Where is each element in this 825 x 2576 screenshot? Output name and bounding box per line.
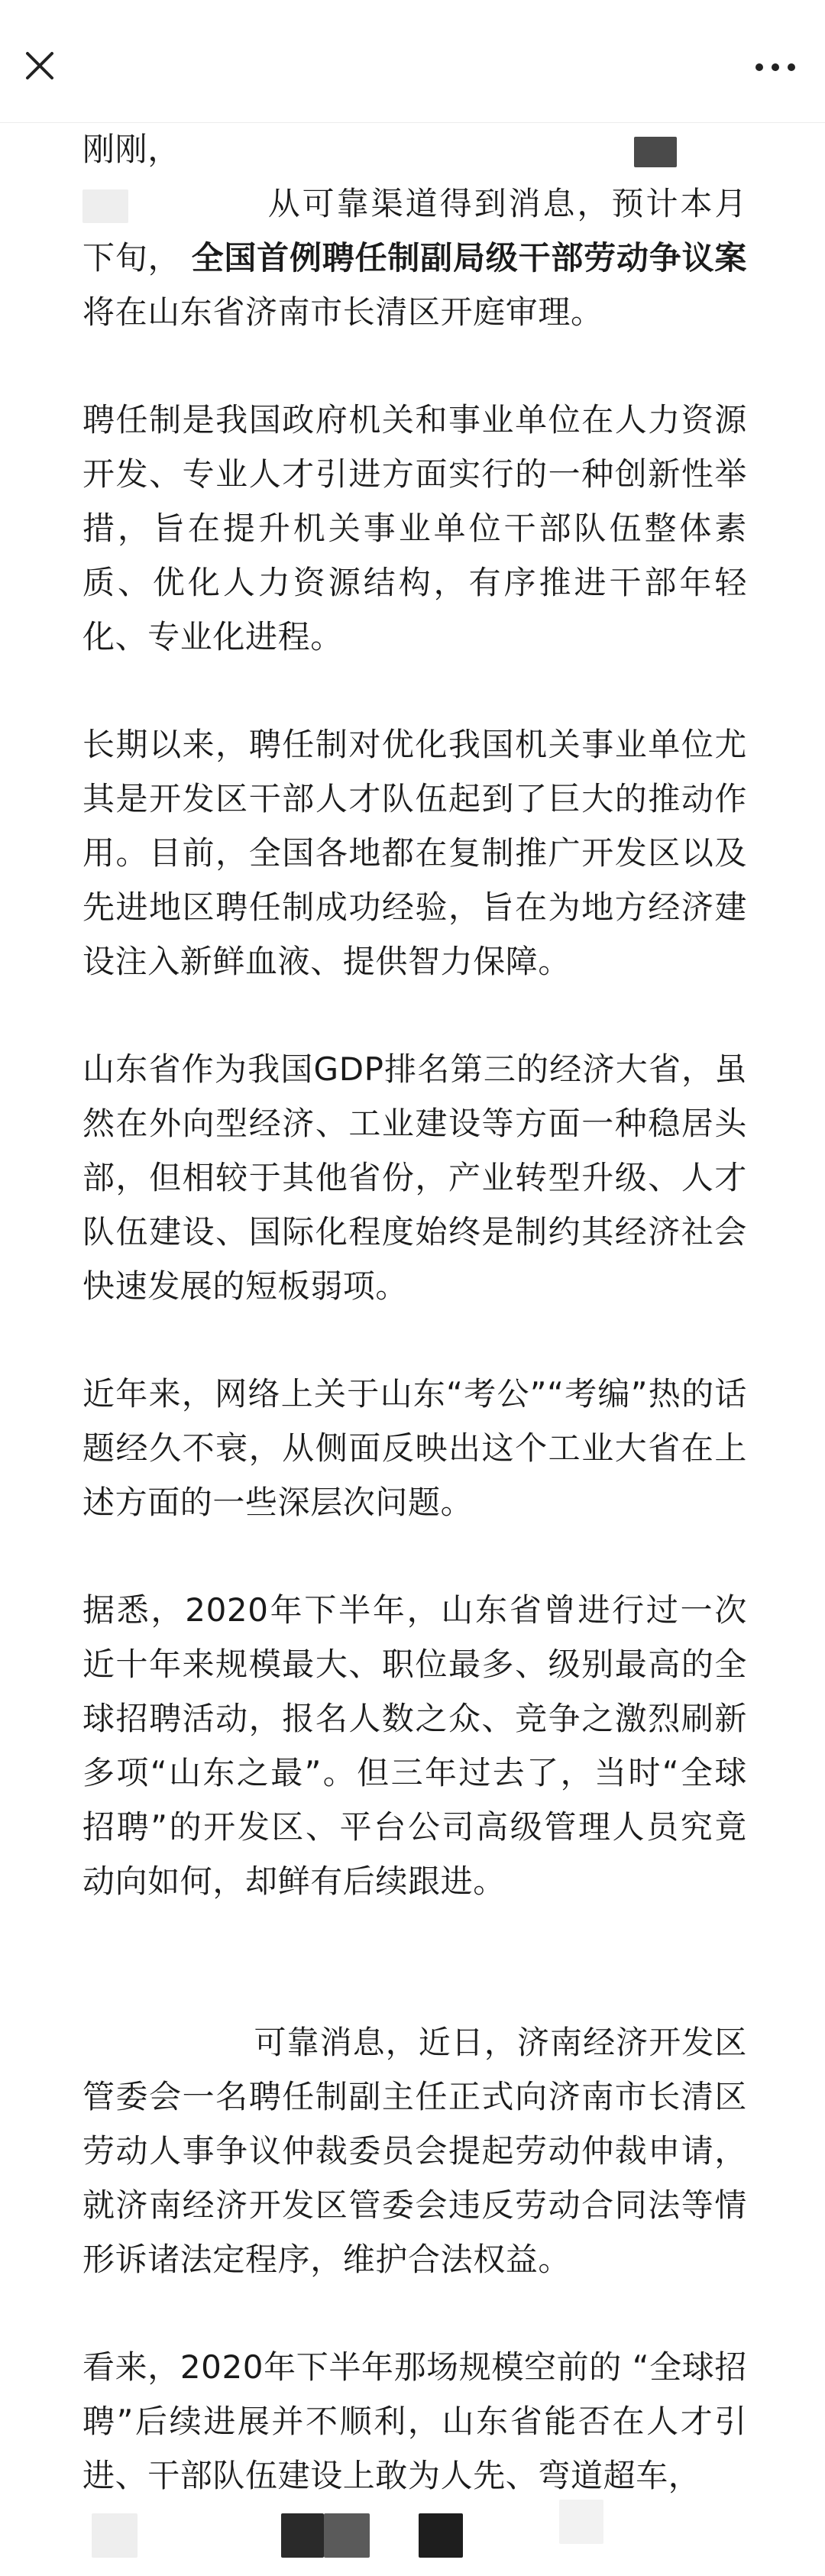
p7-text: 可靠消息，近日，济南经济开发区管委会一名聘任制副主任正式向济南市长清区劳动人事争议仲裁委员会提起劳动仲裁申请，就济南经济开发区管委会违反劳动合同法等情形诉诸法定程序，维护合法权益。: [82, 2024, 747, 2278]
redacted-footer: [0, 2498, 825, 2559]
paragraph-7: [82, 2015, 747, 2286]
paragraph-1: [82, 122, 747, 339]
paragraph-5: 近年来，网络上关于山东“考公”“考编”热的话题经久不衰，从侧面反映出这个工业大省在上述方面的一些深层次问题。: [82, 1375, 747, 1521]
p1-lead: 刚刚，: [82, 131, 180, 168]
redacted-block: [82, 189, 128, 223]
redacted-block: [634, 137, 677, 167]
paragraph-8: 看来，2020年下半年那场规模空前的 “全球招聘”后续进展并不顺利，山东省能否在人才引进、干部队伍建设上敢为人先、弯道超车，: [82, 2348, 747, 2494]
paragraph-2: 聘任制是我国政府机关和事业单位在人力资源开发、专业人才引进方面实行的一种创新性举措，旨在提升机关事业单位干部队伍整体素质、优化人力资源结构，有序推进干部年轻化、专业化进程。: [82, 401, 747, 655]
article-body: [82, 122, 747, 2503]
p1-body: 从可靠渠道得到消息，预计本月下旬，: [82, 185, 748, 277]
paragraph-6: 据悉，2020年下半年，山东省曾进行过一次近十年来规模最大、职位最多、级别最高的全球招聘活动，报名人数之众、竞争之激烈刷新多项“山东之最”。但三年过去了，当时“全球招聘”的开发区、平台公司高级管理人员究竟动向如何，却鲜有后续跟进。: [82, 1591, 747, 1900]
redacted-block: [559, 2500, 603, 2544]
redacted-block: [92, 2513, 138, 2558]
paragraph-4: 山东省作为我国GDP排名第三的经济大省，虽然在外向型经济、工业建设等方面一种稳居头部，但相较于其他省份，产业转型升级、人才队伍建设、国际化程度始终是制约其经济社会快速发展的短板弱项。: [82, 1050, 747, 1305]
redacted-block: [82, 2030, 254, 2060]
redacted-block: [324, 2513, 370, 2558]
p1-bold: 全国首例聘任制副局级干部劳动争议案: [191, 239, 747, 277]
paragraph-3: 长期以来，聘任制对优化我国机关事业单位尤其是开发区干部人才队伍起到了巨大的推动作用。目前，全国各地都在复制推广开发区以及先进地区聘任制成功经验，旨在为地方经济建设注入新鲜血液、提供智力保障。: [82, 726, 747, 980]
close-icon: [17, 43, 63, 89]
more-options-button[interactable]: [749, 43, 802, 89]
top-bar: [0, 0, 825, 123]
more-dots-icon: [749, 43, 802, 89]
p1-tail: 将在山东省济南市长清区开庭审理。: [82, 293, 603, 331]
redacted-block: [281, 2513, 324, 2558]
close-button[interactable]: [17, 43, 63, 89]
redacted-block: [141, 191, 255, 222]
redacted-block: [191, 137, 619, 167]
redacted-block: [419, 2513, 463, 2558]
